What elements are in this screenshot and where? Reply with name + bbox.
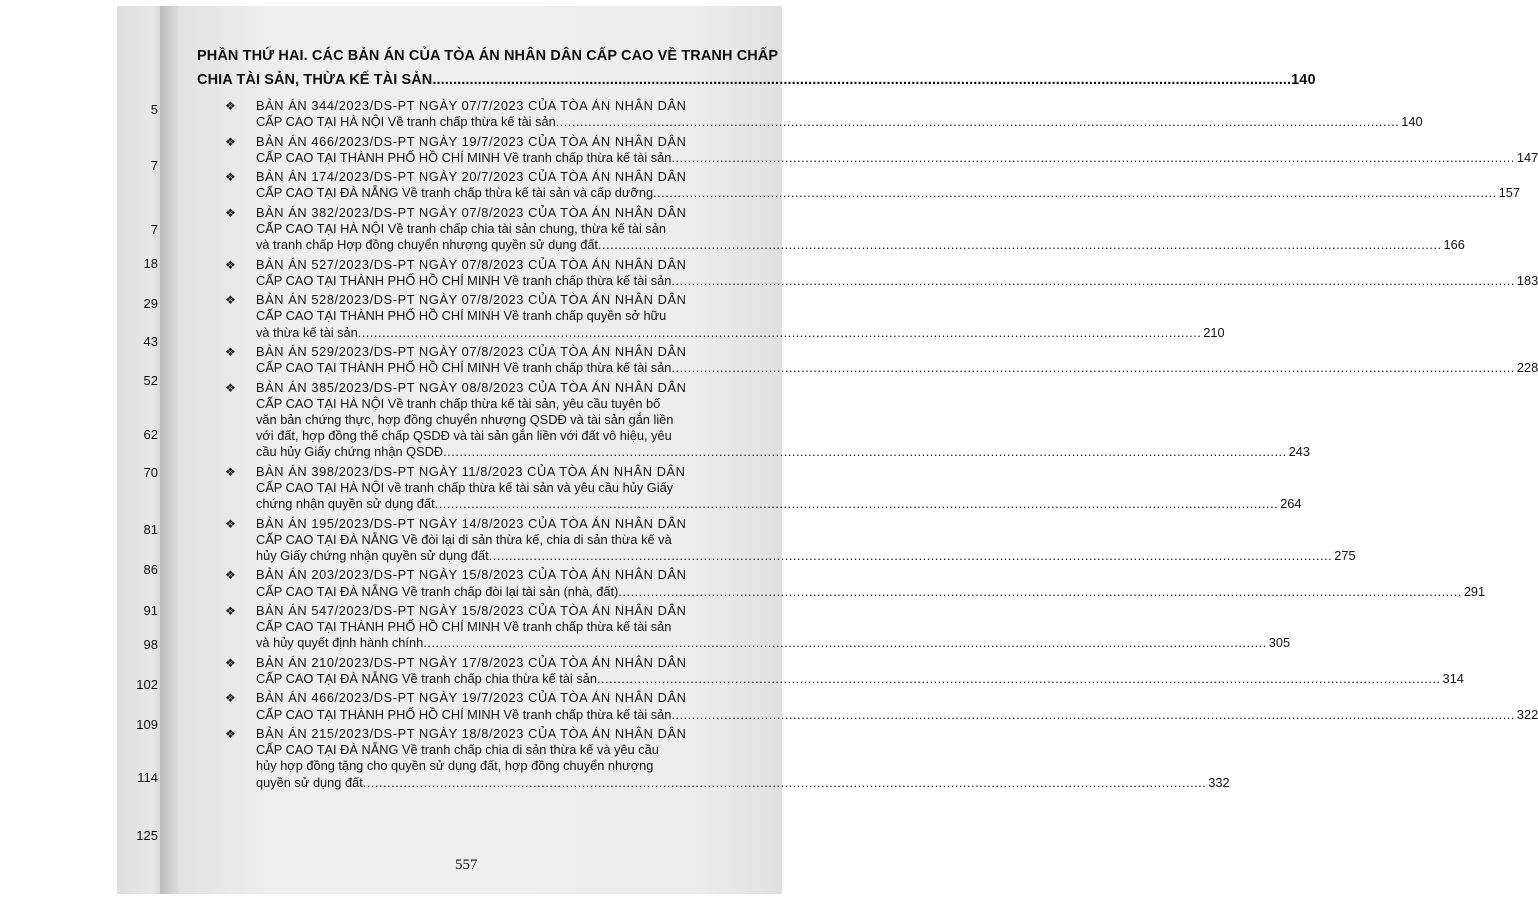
entry-line: và hủy quyết định hành chính (256, 635, 424, 651)
left-page-number: 5 (150, 102, 158, 117)
left-page-number: 70 (143, 465, 158, 480)
diamond-bullet-icon: ❖ (225, 134, 236, 149)
diamond-bullet-icon: ❖ (225, 691, 236, 706)
entry-last-line (256, 149, 1538, 166)
leader-dots: ................................................................................................................................................................................................................ (423, 635, 1267, 651)
left-page-number: 102 (136, 677, 158, 692)
entry-line: và tranh chấp Hợp đồng chuyển nhượng quyền sử dụng đất (256, 237, 598, 253)
toc-entry[interactable] (225, 256, 1538, 289)
diamond-bullet-icon: ❖ (225, 516, 236, 531)
entry-last-line (256, 635, 1291, 651)
entry-last-line (256, 324, 1225, 341)
entry-line: CẤP CAO TẠI ĐÀ NẴNG Về tranh chấp chia di sản thừa kế và yêu cầu (256, 742, 659, 758)
diamond-bullet-icon: ❖ (225, 726, 236, 741)
entry-heading: BẢN ÁN 210/2023/DS-PT NGÀY 17/8/2023 CỦA TÒA ÁN NHÂN DÂN (256, 654, 687, 670)
entry-line: CẤP CAO TẠI THÀNH PHỐ HỒ CHÍ MINH Về tranh chấp quyền sở hữu (256, 308, 667, 324)
leader-dots: ................................................................................................................................................................................................................ (362, 774, 1207, 790)
entry-page: 166 (1443, 237, 1465, 253)
entry-line: CẤP CAO TẠI ĐÀ NẴNG Về tranh chấp đòi lại tài sản (nhà, đất) (256, 583, 619, 599)
entry-line: CẤP CAO TẠI THÀNH PHỐ HỒ CHÍ MINH Về tranh chấp thừa kế tài sản (256, 360, 672, 376)
entry-last-line (256, 583, 1486, 600)
entry-last-line (256, 547, 1356, 564)
left-page-number: 43 (143, 334, 158, 349)
entry-line: CẤP CAO TẠI ĐÀ NẴNG Về tranh chấp chia thừa kế tài sản (256, 670, 597, 686)
entry-line: văn bản chứng thực, hợp đồng chuyển nhượng QSDĐ và tài sản gắn liền (256, 411, 674, 427)
diamond-bullet-icon: ❖ (225, 603, 236, 618)
entry-line: cầu hủy Giấy chứng nhận QSDĐ (256, 444, 444, 460)
entry-last-line (256, 185, 1520, 201)
entry-heading: BẢN ÁN 547/2023/DS-PT NGÀY 15/8/2023 CỦA TÒA ÁN NHÂN DÂN (256, 602, 687, 618)
toc-entry[interactable] (225, 567, 1486, 599)
leader-dots: ................................................................................................................................................................................................................ (671, 706, 1515, 722)
diamond-bullet-icon: ❖ (225, 99, 236, 113)
toc-entry[interactable] (225, 292, 1225, 341)
left-page-number: 86 (143, 562, 158, 577)
entry-page: 243 (1288, 444, 1311, 460)
entry-heading: BẢN ÁN 385/2023/DS-PT NGÀY 08/8/2023 CỦA TÒA ÁN NHÂN DÂN (256, 379, 687, 395)
entry-last-line (256, 114, 1423, 130)
leader-dots: ................................................................................................................................................................................................................ (432, 72, 1292, 88)
entry-line: CẤP CAO TẠI THÀNH PHỐ HỒ CHÍ MINH Về tranh chấp thừa kế tài sản (256, 149, 672, 165)
leader-dots: ................................................................................................................................................................................................................ (671, 272, 1515, 288)
entry-heading: BẢN ÁN 466/2023/DS-PT NGÀY 19/7/2023 CỦA TÒA ÁN NHÂN DÂN (256, 690, 687, 706)
entry-page: 228 (1516, 360, 1538, 376)
entry-line: CẤP CAO TẠI THÀNH PHỐ HỒ CHÍ MINH Về tranh chấp thừa kế tài sản (256, 706, 672, 722)
leader-dots: ................................................................................................................................................................................................................ (357, 324, 1202, 340)
toc-entry[interactable] (225, 379, 1311, 461)
entry-last-line (256, 706, 1538, 723)
section-heading (197, 44, 1316, 92)
entry-line: CẤP CAO TẠI THÀNH PHỐ HỒ CHÍ MINH Về tranh chấp thừa kế tài sản (256, 619, 672, 635)
entry-line: quyền sử dụng đất (256, 774, 363, 790)
leader-dots: ................................................................................................................................................................................................................ (671, 149, 1515, 165)
leader-dots: ................................................................................................................................................................................................................ (434, 496, 1279, 512)
left-page-number: 98 (143, 637, 158, 652)
toc-entry[interactable] (225, 515, 1356, 565)
entry-last-line (256, 360, 1538, 376)
entry-line: chứng nhận quyền sử dụng đất (256, 496, 435, 512)
entry-line: và thừa kế tài sản (256, 324, 358, 340)
left-page-number: 7 (150, 222, 158, 237)
leader-dots: ................................................................................................................................................................................................................ (618, 583, 1462, 599)
toc-entry[interactable] (225, 169, 1520, 201)
entry-line: CẤP CAO TẠI HÀ NỘI Về tranh chấp thừa kế tài sản (256, 114, 556, 130)
entry-last-line (256, 237, 1465, 253)
leader-dots: ................................................................................................................................................................................................................ (555, 114, 1400, 130)
leader-dots: ................................................................................................................................................................................................................ (488, 547, 1333, 563)
entry-page: 210 (1203, 324, 1225, 340)
left-page-number: 7 (150, 158, 158, 173)
entry-line: hủy Giấy chứng nhận quyền sử dụng đất (256, 547, 489, 563)
entry-heading: BẢN ÁN 529/2023/DS-PT NGÀY 07/8/2023 CỦA TÒA ÁN NHÂN DÂN (256, 343, 687, 359)
entry-page: 140 (1401, 114, 1423, 130)
entry-heading: BẢN ÁN 398/2023/DS-PT NGÀY 11/8/2023 CỦA TÒA ÁN NHÂN DÂN (256, 463, 686, 479)
entry-heading: BẢN ÁN 195/2023/DS-PT NGÀY 14/8/2023 CỦA TÒA ÁN NHÂN DÂN (256, 515, 687, 531)
entry-line: hủy hợp đồng tặng cho quyền sử dụng đất, hợp đồng chuyển nhượng (256, 758, 654, 774)
diamond-bullet-icon: ❖ (225, 655, 236, 670)
entry-last-line (256, 774, 1230, 791)
leader-dots: ................................................................................................................................................................................................................ (443, 444, 1287, 460)
entry-line: CẤP CAO TẠI HÀ NỘI Về tranh chấp thừa kế tài sản, yêu cầu tuyên bố (256, 395, 661, 411)
toc-entry[interactable] (225, 204, 1465, 254)
diamond-bullet-icon: ❖ (225, 170, 236, 185)
left-page-number: 18 (143, 256, 158, 271)
entry-heading: BẢN ÁN 174/2023/DS-PT NGÀY 20/7/2023 CỦA TÒA ÁN NHÂN DÂN (256, 169, 687, 185)
entry-page: 305 (1268, 635, 1291, 651)
left-page-number: 91 (143, 603, 158, 618)
diamond-bullet-icon: ❖ (225, 205, 236, 220)
section-title-line2 (197, 68, 1316, 92)
entry-page: 332 (1208, 774, 1230, 790)
leader-dots: ................................................................................................................................................................................................................ (653, 185, 1497, 201)
diamond-bullet-icon: ❖ (225, 568, 236, 583)
leader-dots: ................................................................................................................................................................................................................ (671, 360, 1515, 376)
entry-heading: BẢN ÁN 382/2023/DS-PT NGÀY 07/8/2023 CỦA TÒA ÁN NHÂN DÂN (256, 204, 687, 220)
entry-line: CẤP CAO TẠI HÀ NỘI về tranh chấp thừa kế tài sản và yêu cầu hủy Giấy (256, 479, 674, 495)
entry-page: 157 (1498, 185, 1520, 201)
entry-line: CẤP CAO TẠI THÀNH PHỐ HỒ CHÍ MINH Về tranh chấp thừa kế tài sản (256, 272, 672, 288)
entry-page: 275 (1334, 547, 1356, 563)
entry-line: CẤP CAO TẠI ĐÀ NẴNG Về tranh chấp thừa kế tài sản và cấp dưỡng (256, 185, 654, 201)
toc-entry[interactable] (225, 725, 1230, 791)
diamond-bullet-icon: ❖ (225, 293, 236, 308)
entry-line: với đất, hợp đồng thế chấp QSDĐ và tài sản gắn liền với đất vô hiệu, yêu (256, 428, 672, 444)
left-page-number: 62 (143, 427, 158, 442)
entry-heading: BẢN ÁN 466/2023/DS-PT NGÀY 19/7/2023 CỦA TÒA ÁN NHÂN DÂN (256, 133, 687, 149)
leader-dots: ................................................................................................................................................................................................................ (596, 670, 1441, 686)
entry-heading: BẢN ÁN 203/2023/DS-PT NGÀY 15/8/2023 CỦA TÒA ÁN NHÂN DÂN (256, 567, 687, 583)
page-number: 557 (455, 857, 478, 873)
entry-last-line (256, 272, 1538, 289)
leader-dots: ................................................................................................................................................................................................................ (598, 237, 1442, 253)
entry-page: 314 (1442, 670, 1464, 686)
entry-heading: BẢN ÁN 215/2023/DS-PT NGÀY 18/8/2023 CỦA TÒA ÁN NHÂN DÂN (256, 725, 687, 741)
toc-entries (225, 98, 1538, 794)
left-page-number: 109 (136, 717, 158, 732)
diamond-bullet-icon: ❖ (225, 344, 236, 359)
section-title-line1: PHẦN THỨ HAI. CÁC BẢN ÁN CỦA TÒA ÁN NHÂN DÂN CẤP CAO VỀ TRANH CHẤP (197, 48, 779, 64)
entry-last-line (256, 670, 1464, 687)
entry-heading: BẢN ÁN 344/2023/DS-PT NGÀY 07/7/2023 CỦA TÒA ÁN NHÂN DÂN (256, 98, 687, 113)
entry-last-line (256, 496, 1302, 512)
left-page-number: 81 (143, 522, 158, 537)
toc-entry[interactable] (225, 654, 1464, 687)
left-page-number: 125 (136, 828, 158, 843)
diamond-bullet-icon: ❖ (225, 380, 236, 395)
entry-last-line (256, 444, 1311, 460)
entry-page: 291 (1463, 583, 1486, 599)
left-page-number: 29 (143, 296, 158, 311)
entry-line: CẤP CAO TẠI ĐÀ NẴNG Về đòi lại di sản thừa kế, chia di sản thừa kế và (256, 531, 672, 547)
toc-entry[interactable] (225, 602, 1291, 652)
toc-entry[interactable] (225, 690, 1538, 722)
diamond-bullet-icon: ❖ (225, 257, 236, 272)
entry-page: 322 (1516, 706, 1538, 722)
toc-entry[interactable] (225, 463, 1302, 513)
section-title-text: CHIA TÀI SẢN, THỪA KẾ TÀI SẢN (197, 72, 433, 88)
entry-page: 183 (1516, 272, 1538, 288)
entry-heading: BẢN ÁN 527/2023/DS-PT NGÀY 07/8/2023 CỦA TÒA ÁN NHÂN DÂN (256, 256, 687, 272)
left-page-number: 52 (143, 373, 158, 388)
toc-entry[interactable] (225, 133, 1538, 166)
toc-entry[interactable] (225, 98, 1423, 130)
diamond-bullet-icon: ❖ (225, 464, 236, 479)
entry-page: 147 (1516, 149, 1538, 165)
entry-line: CẤP CAO TẠI HÀ NỘI Về tranh chấp chia tài sản chung, thừa kế tài sản (256, 220, 666, 236)
entry-heading: BẢN ÁN 528/2023/DS-PT NGÀY 07/8/2023 CỦA TÒA ÁN NHÂN DÂN (256, 292, 687, 308)
section-page: 140 (1291, 72, 1316, 88)
entry-page: 264 (1280, 496, 1302, 512)
left-page-number: 114 (137, 770, 158, 785)
toc-entry[interactable] (225, 343, 1538, 376)
